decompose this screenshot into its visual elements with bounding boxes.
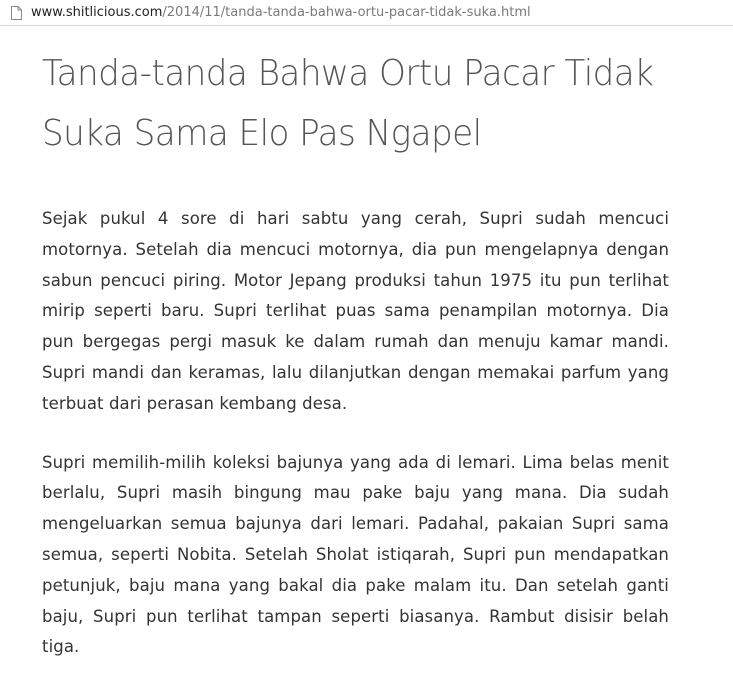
article-body	[42, 204, 669, 663]
paragraph-2: Supri memilih-milih koleksi bajunya yang ada di lemari. Lima belas menit berlalu, Supri masih bingung mau pake baju yang mana. Dia sudah mengeluarkan semua bajunya dari lemari. Padahal, pakaian Supri sama semua, seperti Nobita. Setelah Sholat istiqarah, Supri pun mendapatkan petunjuk, baju mana yang bakal dia pake malam itu. Dan setelah ganti baju, Supri pun terlihat tampan seperti biasanya. Rambut disisir belah tiga.	[42, 452, 669, 657]
article-title: Tanda-tanda Bahwa Ortu Pacar Tidak Suka Sama Elo Pas Ngapel	[42, 53, 654, 154]
address-bar[interactable]	[0, 0, 733, 26]
url-path: /2014/11/tanda-tanda-bahwa-ortu-pacar-tidak-suka.html	[162, 5, 531, 20]
paragraph-1: Sejak pukul 4 sore di hari sabtu yang cerah, Supri sudah mencuci motornya. Setelah dia mencuci motornya, dia pun mengelapnya dengan sabun pencuci piring. Motor Jepang produksi tahun 1975 itu pun terlihat mirip seperti baru. Supri terlihat puas sama penampilan motornya. Dia pun bergegas pergi masuk ke dalam rumah dan menuju kamar mandi. Supri mandi dan keramas, lalu dilanjutkan dengan memakai parfum yang terbuat dari perasan kembang desa.	[42, 209, 669, 413]
article	[42, 44, 669, 691]
url-host: www.shitlicious.com	[31, 5, 163, 20]
document-icon	[8, 5, 24, 21]
